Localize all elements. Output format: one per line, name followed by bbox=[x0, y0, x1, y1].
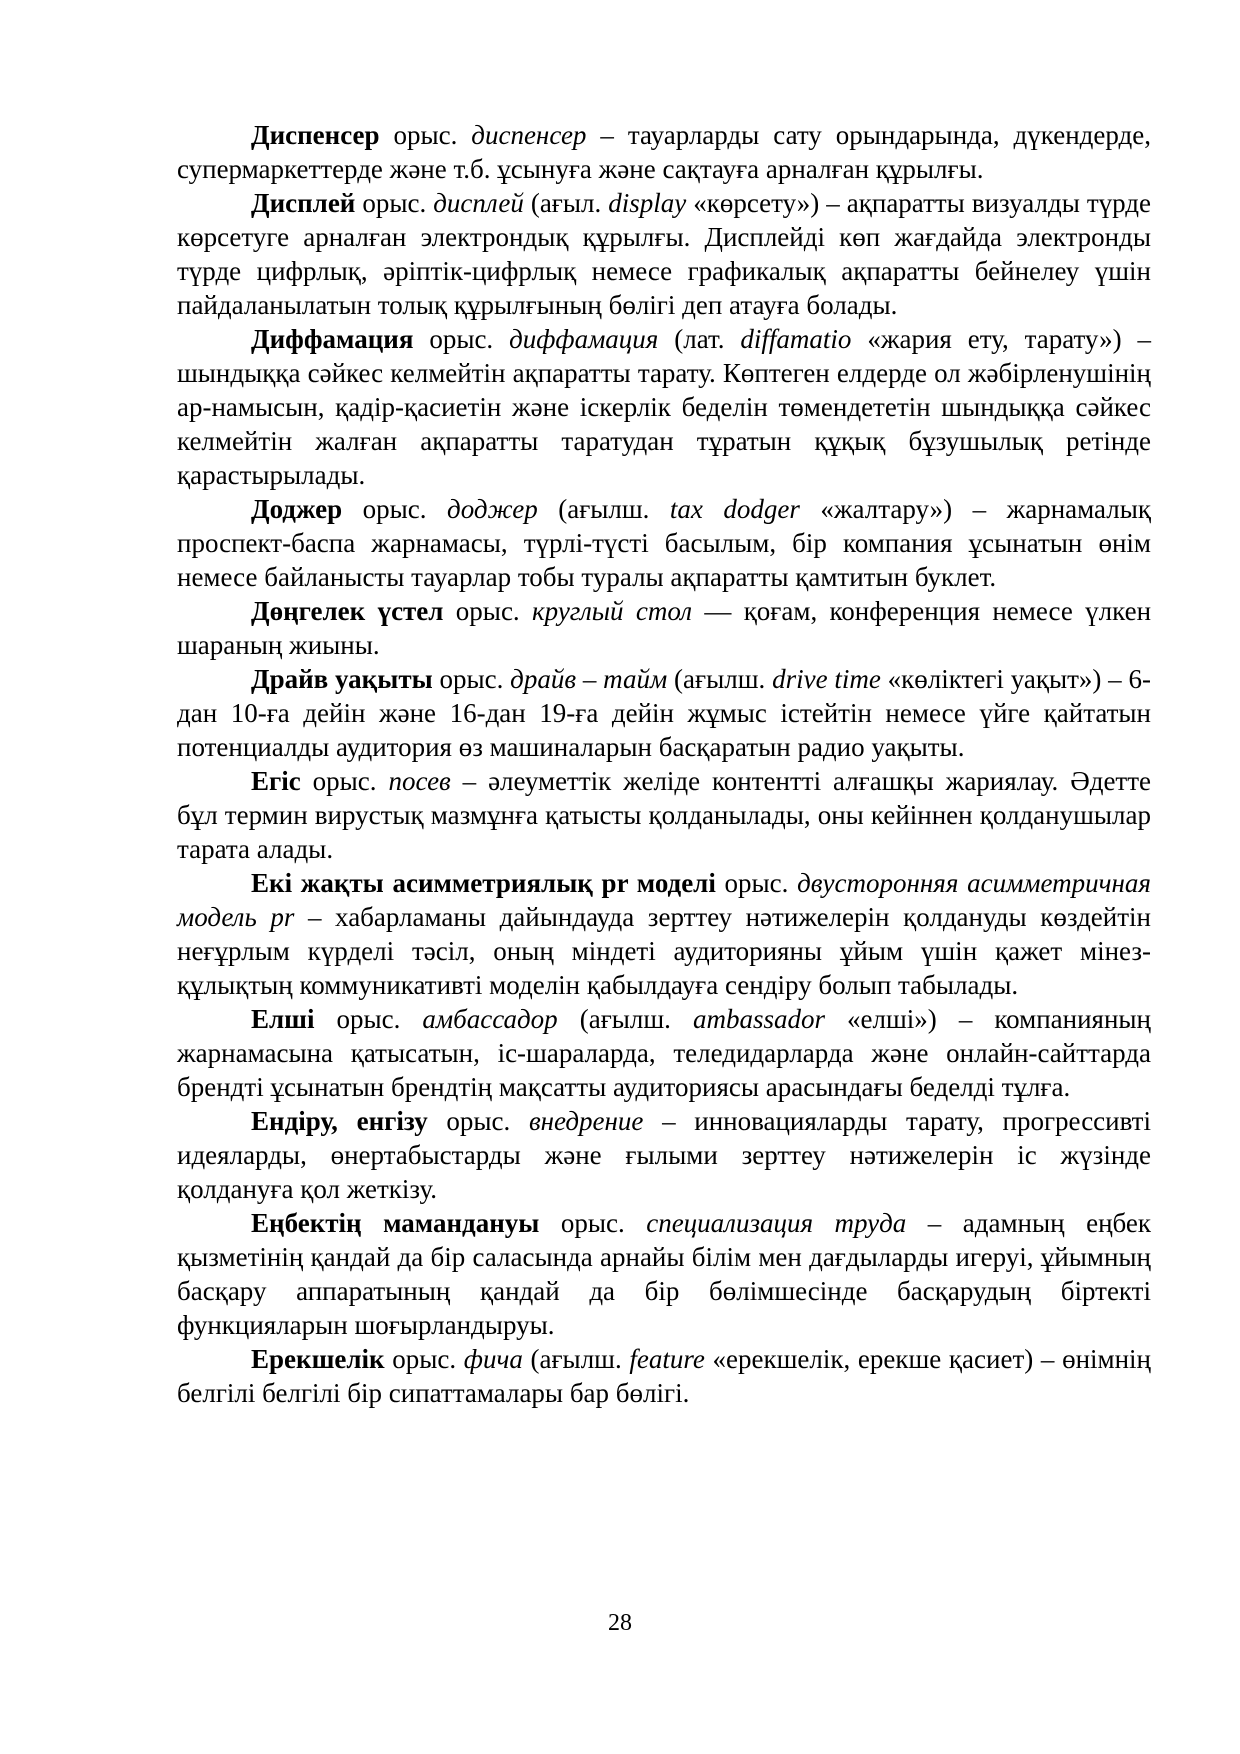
entry-definition: «ерекшелік, ерекше қасиет) – өнімнің белгілі белгілі бір сипаттамалары бар бөлігі. bbox=[177, 1344, 1152, 1408]
entry-term: Ерекшелік bbox=[251, 1344, 385, 1374]
entry-russian-term: дисплей bbox=[433, 188, 524, 218]
glossary-entry-ambassador bbox=[177, 1002, 1151, 1104]
entry-term: Драйв уақыты bbox=[251, 664, 433, 694]
glossary-entry-drive-time bbox=[177, 662, 1151, 764]
entry-lang-label: орыс. bbox=[539, 1208, 647, 1238]
entry-lang-label: орыс. bbox=[300, 766, 389, 796]
glossary-entry-feature bbox=[177, 1342, 1151, 1410]
entry-term: Диспенсер bbox=[251, 120, 380, 150]
entry-definition: «көліктегі уақыт») – 6-дан 10-ға дейін және 16-дан 19-ға дейін жұмыс істейтін немесе үйге қайтатын потенциалды аудитория өз машиналарын басқаратын радио уақыты. bbox=[177, 664, 1151, 762]
glossary-entry-implementation bbox=[177, 1104, 1151, 1206]
entry-lang-label: орыс. bbox=[427, 1106, 529, 1136]
entry-term: Дисплей bbox=[251, 188, 356, 218]
entry-term: Доджер bbox=[251, 494, 343, 524]
entry-term: Ендіру, енгізу bbox=[251, 1106, 428, 1136]
entry-source-word: display bbox=[608, 188, 687, 218]
glossary-entry-seeding bbox=[177, 764, 1151, 866]
entry-source-word: tax dodger bbox=[669, 494, 800, 524]
entry-lang-label: орыс. bbox=[443, 596, 533, 626]
glossary-entry-dodger bbox=[177, 492, 1151, 594]
entry-definition: «елші») – компанияның жарнамасына қатысатын, іс-шараларда, теледидарларда және онлайн-сайттарда брендті ұсынатын брендтің мақсатты аудиториясы арасындағы беделді тұлға. bbox=[177, 1004, 1151, 1102]
entry-russian-term: посев bbox=[388, 766, 451, 796]
entry-lang-label: орыс. bbox=[314, 1004, 423, 1034]
glossary-entry-asymmetric-pr-model bbox=[177, 866, 1151, 1002]
glossary-page bbox=[177, 118, 1151, 1410]
entry-lang-label: орыс. bbox=[715, 868, 798, 898]
entry-russian-term: двусторонняя асимметричная модель pr bbox=[177, 868, 1151, 932]
entry-russian-term: диспенсер bbox=[471, 120, 587, 150]
entry-source-word: ambassador bbox=[692, 1004, 825, 1034]
entry-term: Елші bbox=[251, 1004, 315, 1034]
entry-source-label: (ағылш. bbox=[522, 1344, 630, 1374]
entry-source-label: (лат. bbox=[658, 324, 741, 354]
entry-definition: – хабарламаны дайындауда зерттеу нәтижелерін қолдануды көздейтін неғұрлым күрделі тәсіл, оның міндеті аудиторияны ұйым үшін қажет мінез-құлықтың коммуникативті моделін қабылдауға сендіру болып табылады. bbox=[177, 902, 1151, 1000]
entry-russian-term: фича bbox=[463, 1344, 523, 1374]
entry-definition: – адамның еңбек қызметінің қандай да бір саласында арнайы білім мен дағдыларды игеруі, ұйымның басқару аппаратының қандай да бір бөлімшесінде басқарудың біртекті функцияларын шоғырландыруы. bbox=[177, 1208, 1151, 1340]
entry-russian-term: круглый стол bbox=[532, 596, 692, 626]
entry-russian-term: диффамация bbox=[509, 324, 659, 354]
glossary-entry-labor-specialization bbox=[177, 1206, 1151, 1342]
entry-source-label: (ағылш. bbox=[537, 494, 670, 524]
entry-russian-term: специализация труда bbox=[646, 1208, 907, 1238]
entry-lang-label: орыс. bbox=[413, 324, 510, 354]
entry-russian-term: амбассадор bbox=[422, 1004, 558, 1034]
entry-definition: «жария ету, тарату») – шындыққа сәйкес келмейтін ақпаратты тарату. Көптеген елдерде ол жәбірленушінің ар-намысын, қадір-қасиетін және іскерлік беделін төмендететін шындыққа сәйкес келмейтін жалған ақпаратты таратудан тұратын құқық бұзушылық ретінде қарастырылады. bbox=[177, 324, 1151, 490]
entry-term: Екі жақты асимметриялық pr моделі bbox=[251, 868, 716, 898]
entry-definition: – тауарларды сату орындарында, дүкендерде, супермаркеттерде және т.б. ұсынуға және сақтауға арналған құрылғы. bbox=[177, 120, 1152, 184]
entry-source-word: drive time bbox=[772, 664, 881, 694]
entry-definition: – әлеуметтік желіде контентті алғашқы жариялау. Әдетте бұл термин вирустық мазмұнға қатысты қолданылады, оны кейіннен қолданушылар тарата алады. bbox=[177, 766, 1152, 864]
entry-term: Еңбектің мамандануы bbox=[251, 1208, 540, 1238]
glossary-entry-display bbox=[177, 186, 1151, 322]
entry-source-label: (ағылш. bbox=[667, 664, 773, 694]
entry-lang-label: орыс. bbox=[384, 1344, 464, 1374]
entry-lang-label: орыс. bbox=[342, 494, 448, 524]
entry-russian-term: доджер bbox=[447, 494, 538, 524]
entry-term: Дөңгелек үстел bbox=[251, 596, 444, 626]
entry-term: Егіс bbox=[251, 766, 301, 796]
glossary-entry-round-table bbox=[177, 594, 1151, 662]
entry-source-label: (ағылш. bbox=[557, 1004, 693, 1034]
entry-source-label: (ағыл. bbox=[523, 188, 609, 218]
entry-definition: «көрсету») – ақпаратты визуалды түрде көрсетуге арналған электрондық құрылғы. Дисплейді көп жағдайда электронды түрде цифрлық, әріптік-цифрлық немесе графикалық ақпаратты бейнелеу үшін пайдаланылатын толық құрылғының бөлігі деп атауға болады. bbox=[177, 188, 1152, 320]
entry-term: Диффамация bbox=[251, 324, 414, 354]
entry-definition: – инновацияларды тарату, прогрессивті идеяларды, өнертабыстарды және ғылыми зерттеу нәтижелерін іс жүзінде қолдануға қол жеткізу. bbox=[177, 1106, 1151, 1204]
glossary-entry-dispenser bbox=[177, 118, 1151, 186]
page-number: 28 bbox=[608, 1610, 632, 1636]
entry-lang-label: орыс. bbox=[432, 664, 511, 694]
entry-definition: — қоғам, конференция немесе үлкен шараның жиыны. bbox=[177, 596, 1152, 660]
glossary-entry-defamation bbox=[177, 322, 1151, 492]
entry-definition: «жалтару») – жарнамалық проспект-баспа жарнамасы, түрлі-түсті басылым, бір компания ұсынатын өнім немесе байланысты тауарлар тобы туралы ақпаратты қамтитын буклет. bbox=[177, 494, 1152, 592]
entry-russian-term: драйв – тайм bbox=[510, 664, 668, 694]
entry-source-word: diffamatio bbox=[740, 324, 852, 354]
entry-russian-term: внедрение bbox=[528, 1106, 644, 1136]
entry-lang-label: орыс. bbox=[355, 188, 434, 218]
entry-lang-label: орыс. bbox=[379, 120, 472, 150]
entry-source-word: feature bbox=[629, 1344, 705, 1374]
